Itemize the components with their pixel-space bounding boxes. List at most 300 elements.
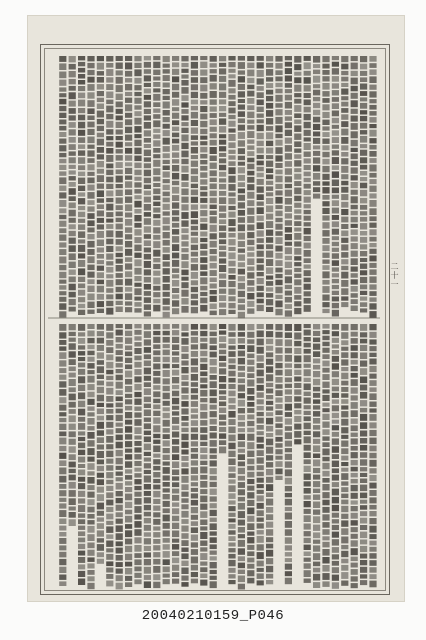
glyph-mark xyxy=(181,401,188,407)
glyph-mark xyxy=(294,215,301,220)
glyph-mark xyxy=(210,256,217,262)
glyph-mark xyxy=(285,578,292,585)
text-column xyxy=(294,324,301,444)
glyph-mark xyxy=(351,224,358,228)
glyph-mark xyxy=(332,475,339,481)
glyph-mark xyxy=(247,339,254,344)
glyph-mark xyxy=(257,186,264,192)
glyph-mark xyxy=(69,182,76,187)
glyph-mark xyxy=(313,359,320,364)
glyph-mark xyxy=(304,243,311,249)
glyph-mark xyxy=(238,305,245,311)
glyph-mark xyxy=(163,217,170,224)
glyph-mark xyxy=(257,222,264,229)
glyph-mark xyxy=(172,411,179,415)
glyph-mark xyxy=(191,294,198,299)
glyph-mark xyxy=(351,387,358,393)
glyph-mark xyxy=(116,273,123,278)
glyph-mark xyxy=(59,72,66,79)
glyph-mark xyxy=(238,540,245,547)
glyph-mark xyxy=(97,538,104,542)
glyph-mark xyxy=(322,159,329,165)
glyph-mark xyxy=(116,337,123,342)
glyph-mark xyxy=(322,139,329,144)
glyph-mark xyxy=(210,411,217,417)
glyph-mark xyxy=(228,228,235,232)
glyph-mark xyxy=(191,112,198,119)
glyph-mark xyxy=(172,337,179,343)
glyph-mark xyxy=(285,206,292,212)
glyph-mark xyxy=(332,56,339,60)
glyph-mark xyxy=(69,165,76,169)
glyph-mark xyxy=(247,140,254,144)
glyph-mark xyxy=(285,432,292,439)
glyph-mark xyxy=(97,473,104,478)
glyph-mark xyxy=(106,554,113,560)
glyph-mark xyxy=(304,270,311,276)
glyph-mark xyxy=(360,493,367,499)
glyph-mark xyxy=(332,413,339,418)
glyph-mark xyxy=(163,337,170,343)
glyph-mark xyxy=(322,70,329,75)
glyph-mark xyxy=(285,558,292,562)
glyph-mark xyxy=(285,122,292,128)
glyph-mark xyxy=(257,472,264,477)
glyph-mark xyxy=(341,551,348,557)
glyph-mark xyxy=(313,495,320,500)
glyph-mark xyxy=(238,468,245,474)
glyph-mark xyxy=(247,451,254,457)
glyph-mark xyxy=(266,161,273,167)
glyph-mark xyxy=(304,488,311,494)
glyph-mark xyxy=(238,358,245,365)
glyph-mark xyxy=(351,116,358,122)
glyph-mark xyxy=(97,204,104,209)
glyph-mark xyxy=(210,163,217,169)
text-column xyxy=(247,324,254,583)
glyph-mark xyxy=(69,507,76,511)
glyph-mark xyxy=(172,223,179,228)
glyph-mark xyxy=(125,241,132,247)
glyph-mark xyxy=(369,291,376,296)
glyph-mark xyxy=(125,386,132,392)
glyph-mark xyxy=(125,324,132,329)
glyph-mark xyxy=(238,202,245,208)
glyph-mark xyxy=(200,489,207,494)
glyph-mark xyxy=(191,324,198,330)
glyph-mark xyxy=(200,532,207,539)
glyph-mark xyxy=(341,520,348,526)
glyph-mark xyxy=(106,444,113,449)
glyph-mark xyxy=(134,529,141,536)
glyph-mark xyxy=(322,104,329,110)
text-column xyxy=(153,56,160,311)
glyph-mark xyxy=(332,344,339,348)
glyph-mark xyxy=(172,439,179,445)
glyph-mark xyxy=(369,475,376,481)
glyph-mark xyxy=(191,441,198,446)
glyph-mark xyxy=(238,400,245,407)
glyph-mark xyxy=(294,389,301,394)
glyph-mark xyxy=(69,402,76,408)
glyph-mark xyxy=(116,205,123,210)
glyph-mark xyxy=(247,120,254,124)
glyph-mark xyxy=(97,487,104,493)
glyph-mark xyxy=(360,574,367,578)
glyph-mark xyxy=(351,267,358,272)
glyph-mark xyxy=(97,422,104,429)
glyph-mark xyxy=(285,270,292,275)
glyph-mark xyxy=(210,216,217,223)
glyph-mark xyxy=(181,324,188,331)
glyph-mark xyxy=(322,295,329,301)
glyph-mark xyxy=(78,338,85,344)
glyph-mark xyxy=(172,210,179,215)
glyph-mark xyxy=(106,340,113,346)
glyph-mark xyxy=(125,189,132,195)
glyph-mark xyxy=(106,219,113,223)
glyph-mark xyxy=(228,289,235,295)
glyph-mark xyxy=(285,389,292,394)
glyph-mark xyxy=(210,460,217,466)
glyph-mark xyxy=(181,456,188,461)
glyph-mark xyxy=(219,324,226,329)
glyph-mark xyxy=(200,218,207,222)
glyph-mark xyxy=(304,197,311,203)
glyph-mark xyxy=(275,324,282,330)
glyph-mark xyxy=(238,393,245,398)
glyph-mark xyxy=(172,260,179,267)
glyph-mark xyxy=(304,190,311,195)
glyph-mark xyxy=(313,324,320,329)
glyph-mark xyxy=(360,353,367,360)
glyph-mark xyxy=(210,448,217,453)
glyph-mark xyxy=(266,544,273,549)
glyph-mark xyxy=(304,324,311,328)
glyph-mark xyxy=(144,122,151,129)
glyph-mark xyxy=(351,196,358,203)
glyph-mark xyxy=(181,422,188,426)
glyph-mark xyxy=(191,106,198,111)
glyph-mark xyxy=(332,350,339,355)
glyph-mark xyxy=(106,84,113,90)
glyph-mark xyxy=(257,431,264,435)
glyph-mark xyxy=(87,376,94,383)
glyph-mark xyxy=(78,369,85,375)
glyph-mark xyxy=(228,560,235,566)
glyph-mark xyxy=(191,331,198,335)
glyph-mark xyxy=(332,195,339,199)
glyph-mark xyxy=(332,539,339,545)
glyph-mark xyxy=(369,85,376,90)
glyph-mark xyxy=(332,575,339,581)
glyph-mark xyxy=(153,160,160,167)
glyph-mark xyxy=(78,115,85,121)
glyph-mark xyxy=(97,395,104,402)
glyph-mark xyxy=(313,582,320,588)
glyph-mark xyxy=(266,529,273,536)
glyph-mark xyxy=(69,170,76,174)
glyph-mark xyxy=(294,221,301,226)
glyph-mark xyxy=(153,485,160,490)
glyph-mark xyxy=(219,126,226,132)
glyph-mark xyxy=(228,574,235,578)
glyph-mark xyxy=(332,356,339,362)
glyph-mark xyxy=(332,489,339,496)
glyph-mark xyxy=(275,89,282,94)
glyph-mark xyxy=(341,102,348,107)
glyph-mark xyxy=(369,276,376,283)
text-column xyxy=(351,324,358,588)
glyph-mark xyxy=(144,157,151,161)
glyph-mark xyxy=(266,433,273,437)
glyph-mark xyxy=(322,422,329,428)
glyph-mark xyxy=(313,132,320,137)
glyph-mark xyxy=(116,533,123,540)
glyph-mark xyxy=(275,476,282,480)
glyph-mark xyxy=(322,374,329,380)
glyph-mark xyxy=(341,224,348,229)
glyph-mark xyxy=(69,129,76,135)
glyph-mark xyxy=(304,236,311,241)
glyph-mark xyxy=(125,78,132,82)
glyph-mark xyxy=(369,468,376,473)
glyph-mark xyxy=(266,462,273,467)
text-column xyxy=(341,324,348,586)
glyph-mark xyxy=(172,345,179,351)
glyph-mark xyxy=(275,404,282,409)
glyph-mark xyxy=(257,331,264,338)
glyph-mark xyxy=(369,402,376,407)
glyph-mark xyxy=(210,184,217,190)
glyph-mark xyxy=(360,157,367,163)
glyph-mark xyxy=(125,148,132,154)
glyph-mark xyxy=(200,224,207,230)
glyph-mark xyxy=(106,177,113,183)
glyph-mark xyxy=(247,131,254,138)
glyph-mark xyxy=(153,286,160,291)
glyph-mark xyxy=(163,240,170,246)
glyph-mark xyxy=(144,423,151,429)
glyph-mark xyxy=(191,300,198,305)
glyph-mark xyxy=(210,249,217,254)
glyph-mark xyxy=(275,377,282,383)
glyph-mark xyxy=(219,344,226,349)
glyph-mark xyxy=(172,92,179,98)
glyph-mark xyxy=(200,364,207,370)
glyph-mark xyxy=(275,443,282,448)
glyph-mark xyxy=(153,491,160,498)
glyph-mark xyxy=(275,70,282,75)
glyph-mark xyxy=(304,398,311,404)
glyph-mark xyxy=(116,239,123,245)
text-column xyxy=(200,56,207,312)
glyph-mark xyxy=(275,163,282,168)
glyph-mark xyxy=(181,235,188,240)
glyph-mark xyxy=(153,337,160,343)
glyph-mark xyxy=(153,250,160,257)
glyph-mark xyxy=(116,253,123,257)
glyph-mark xyxy=(219,280,226,287)
glyph-mark xyxy=(266,198,273,204)
glyph-mark xyxy=(294,72,301,76)
glyph-mark xyxy=(247,287,254,291)
glyph-mark xyxy=(59,126,66,131)
glyph-mark xyxy=(313,540,320,544)
glyph-mark xyxy=(78,498,85,503)
glyph-mark xyxy=(351,366,358,371)
glyph-mark xyxy=(369,138,376,143)
glyph-mark xyxy=(341,288,348,295)
glyph-mark xyxy=(97,301,104,307)
glyph-mark xyxy=(69,188,76,195)
glyph-mark xyxy=(351,395,358,400)
glyph-mark xyxy=(210,531,217,535)
glyph-mark xyxy=(351,140,358,147)
glyph-mark xyxy=(304,77,311,84)
glyph-mark xyxy=(153,227,160,233)
glyph-mark xyxy=(172,145,179,151)
glyph-mark xyxy=(97,517,104,521)
glyph-mark xyxy=(181,462,188,467)
glyph-mark xyxy=(59,242,66,247)
glyph-mark xyxy=(238,132,245,139)
glyph-mark xyxy=(87,492,94,498)
glyph-mark xyxy=(304,369,311,376)
glyph-mark xyxy=(181,476,188,483)
glyph-mark xyxy=(304,265,311,269)
glyph-mark xyxy=(257,385,264,391)
glyph-mark xyxy=(106,77,113,82)
glyph-mark xyxy=(332,324,339,330)
text-column xyxy=(332,324,339,589)
glyph-mark xyxy=(238,372,245,377)
glyph-mark xyxy=(257,167,264,172)
glyph-mark xyxy=(257,251,264,257)
glyph-mark xyxy=(266,507,273,513)
glyph-mark xyxy=(247,301,254,307)
glyph-mark xyxy=(181,442,188,448)
glyph-mark xyxy=(116,307,123,313)
glyph-mark xyxy=(87,63,94,68)
glyph-mark xyxy=(97,272,104,278)
glyph-mark xyxy=(134,553,141,558)
glyph-mark xyxy=(257,490,264,494)
glyph-mark xyxy=(87,77,94,83)
glyph-mark xyxy=(304,204,311,208)
glyph-mark xyxy=(87,70,94,75)
glyph-mark xyxy=(106,465,113,471)
glyph-mark xyxy=(69,79,76,85)
glyph-mark xyxy=(106,294,113,299)
glyph-mark xyxy=(144,491,151,496)
glyph-mark xyxy=(78,212,85,218)
glyph-mark xyxy=(275,147,282,154)
glyph-mark xyxy=(238,476,245,481)
glyph-mark xyxy=(351,473,358,478)
glyph-mark xyxy=(369,346,376,351)
glyph-mark xyxy=(369,145,376,150)
glyph-mark xyxy=(332,208,339,214)
glyph-mark xyxy=(134,468,141,472)
glyph-mark xyxy=(285,220,292,226)
glyph-mark xyxy=(238,249,245,253)
glyph-mark xyxy=(304,71,311,76)
glyph-mark xyxy=(313,157,320,163)
text-column xyxy=(210,56,217,315)
glyph-mark xyxy=(304,452,311,458)
glyph-mark xyxy=(247,332,254,338)
glyph-mark xyxy=(97,147,104,153)
glyph-mark xyxy=(191,542,198,547)
glyph-mark xyxy=(351,258,358,265)
glyph-mark xyxy=(304,524,311,530)
glyph-mark xyxy=(153,134,160,138)
glyph-mark xyxy=(97,169,104,174)
glyph-mark xyxy=(87,499,94,505)
glyph-mark xyxy=(172,152,179,157)
glyph-mark xyxy=(163,523,170,529)
glyph-mark xyxy=(87,384,94,390)
glyph-mark xyxy=(59,559,66,565)
glyph-mark xyxy=(257,299,264,304)
glyph-mark xyxy=(191,120,198,126)
glyph-mark xyxy=(69,284,76,291)
glyph-mark xyxy=(247,247,254,251)
glyph-mark xyxy=(191,70,198,76)
glyph-mark xyxy=(257,258,264,263)
glyph-mark xyxy=(200,305,207,312)
glyph-mark xyxy=(191,176,198,182)
glyph-mark xyxy=(153,466,160,471)
glyph-mark xyxy=(351,148,358,152)
glyph-mark xyxy=(285,116,292,120)
glyph-mark xyxy=(228,206,235,210)
glyph-mark xyxy=(332,532,339,538)
glyph-mark xyxy=(285,76,292,82)
glyph-mark xyxy=(191,168,198,174)
glyph-mark xyxy=(116,491,123,496)
glyph-mark xyxy=(369,505,376,510)
glyph-mark xyxy=(341,174,348,179)
glyph-mark xyxy=(191,161,198,167)
text-column xyxy=(144,324,151,588)
glyph-mark xyxy=(87,129,94,135)
glyph-mark xyxy=(294,383,301,388)
glyph-mark xyxy=(294,403,301,408)
glyph-mark xyxy=(134,283,141,287)
glyph-mark xyxy=(97,552,104,557)
glyph-mark xyxy=(200,85,207,92)
glyph-mark xyxy=(266,287,273,291)
glyph-mark xyxy=(322,408,329,412)
glyph-mark xyxy=(97,280,104,285)
glyph-mark xyxy=(360,467,367,471)
glyph-mark xyxy=(351,123,358,130)
glyph-mark xyxy=(322,201,329,206)
glyph-mark xyxy=(144,339,151,345)
glyph-mark xyxy=(200,384,207,388)
glyph-mark xyxy=(219,421,226,425)
glyph-mark xyxy=(153,148,160,153)
glyph-mark xyxy=(172,127,179,132)
glyph-mark xyxy=(106,362,113,369)
glyph-mark xyxy=(69,373,76,378)
glyph-mark xyxy=(59,139,66,144)
glyph-mark xyxy=(228,466,235,471)
glyph-mark xyxy=(134,126,141,133)
glyph-mark xyxy=(163,467,170,474)
